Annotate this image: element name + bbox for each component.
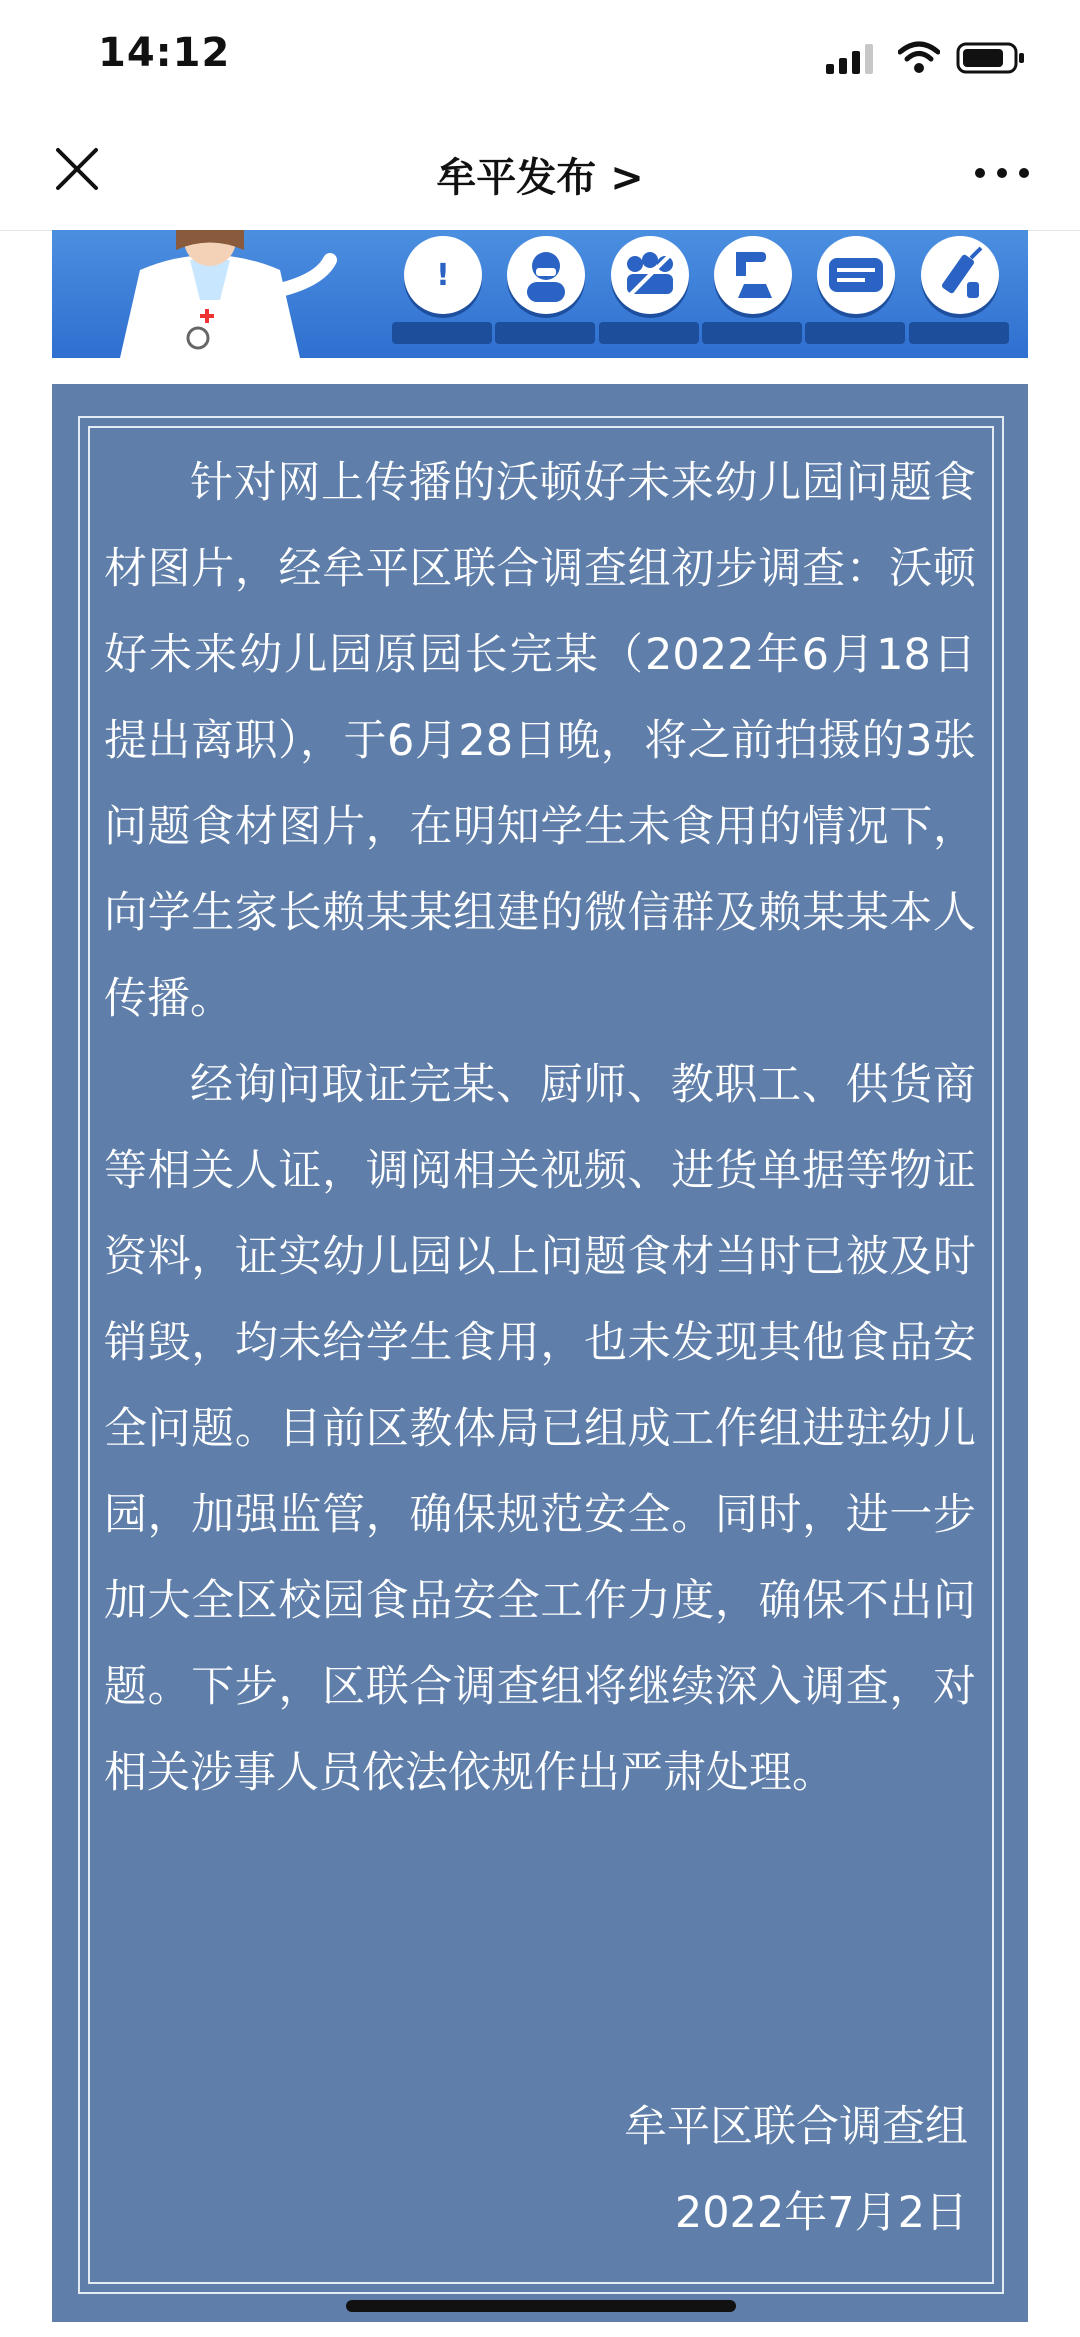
reject-rumor-icon bbox=[817, 236, 895, 314]
status-time: 14:12 bbox=[98, 30, 231, 76]
mask-person-icon bbox=[507, 236, 585, 314]
status-bar bbox=[0, 0, 1080, 120]
nav-bar bbox=[0, 120, 1080, 231]
banner-item bbox=[495, 230, 598, 358]
crowd-icon bbox=[611, 236, 689, 314]
notice-signoff bbox=[624, 2084, 968, 2256]
banner-item bbox=[392, 230, 495, 358]
exclamation-icon: ! bbox=[436, 257, 450, 293]
notice-signature: 牟平区联合调查组 bbox=[624, 2102, 968, 2152]
doctor-illustration bbox=[80, 230, 340, 358]
notice-body bbox=[104, 440, 976, 1816]
signal-icon bbox=[826, 44, 874, 74]
notice-card bbox=[52, 384, 1028, 2322]
banner-item bbox=[805, 230, 908, 358]
vaccine-icon bbox=[921, 236, 999, 314]
banner-icon-row bbox=[392, 230, 1012, 358]
banner-item bbox=[702, 230, 805, 358]
banner-item bbox=[599, 230, 702, 358]
notice-paragraph-2: 经询问取证完某、厨师、教职工、供货商等相关人证，调阅相关视频、进货单据等物证资料，证实幼儿园以上问题食材当时已被及时销毁，均未给学生食用，也未发现其他食品安全问题。目前区教体局已组成工作组进驻幼儿园，加强监管，确保规范安全。同时，进一步加大全区校园食品安全工作力度，确保不出问题。下步，区联合调查组将继续深入调查，对相关涉事人员依法依规作出严肃处理。 bbox=[104, 1060, 976, 1798]
epidemic-banner-image bbox=[52, 230, 1028, 358]
wifi-icon bbox=[898, 40, 940, 74]
more-icon[interactable] bbox=[972, 164, 1032, 182]
home-indicator[interactable] bbox=[346, 2300, 736, 2312]
battery-icon bbox=[956, 42, 1026, 74]
notice-date: 2022年7月2日 bbox=[674, 2188, 968, 2238]
notice-paragraph-1: 针对网上传播的沃顿好未来幼儿园问题食材图片，经牟平区联合调查组初步调查：沃顿好未来幼儿园原园长完某（2022年6月18日提出离职），于6月28日晚，将之前拍摄的3张问题食材图片，在明知学生未食用的情况下，向学生家长赖某某组建的微信群及赖某某本人传播。 bbox=[104, 458, 976, 1024]
banner-item bbox=[909, 230, 1012, 358]
account-title-link[interactable]: 牟平发布 > bbox=[436, 155, 644, 201]
handwash-icon bbox=[714, 236, 792, 314]
